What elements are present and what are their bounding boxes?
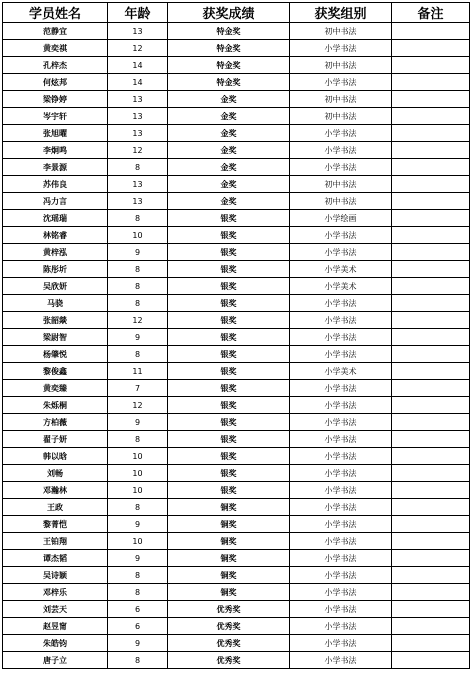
cell-group: 小学美术	[290, 363, 392, 380]
cell-award: 银奖	[168, 329, 290, 346]
cell-name: 黄奕臻	[3, 380, 108, 397]
table-row	[3, 108, 470, 125]
table-row	[3, 414, 470, 431]
cell-award: 银奖	[168, 363, 290, 380]
cell-age: 13	[108, 125, 168, 142]
cell-age: 8	[108, 431, 168, 448]
cell-award: 铜奖	[168, 533, 290, 550]
cell-age: 11	[108, 363, 168, 380]
cell-age: 10	[108, 482, 168, 499]
table-row	[3, 74, 470, 91]
table-row	[3, 159, 470, 176]
cell-note	[392, 533, 470, 550]
cell-note	[392, 482, 470, 499]
cell-group: 小学书法	[290, 142, 392, 159]
cell-age: 8	[108, 584, 168, 601]
cell-award: 银奖	[168, 431, 290, 448]
cell-note	[392, 567, 470, 584]
cell-award: 金奖	[168, 108, 290, 125]
cell-age: 9	[108, 516, 168, 533]
cell-note	[392, 397, 470, 414]
cell-group: 小学书法	[290, 567, 392, 584]
table-row	[3, 312, 470, 329]
table-row	[3, 567, 470, 584]
header-name: 学员姓名	[3, 3, 108, 23]
cell-age: 8	[108, 159, 168, 176]
cell-group: 小学书法	[290, 227, 392, 244]
cell-note	[392, 312, 470, 329]
cell-award: 银奖	[168, 346, 290, 363]
cell-note	[392, 295, 470, 312]
cell-age: 10	[108, 465, 168, 482]
cell-award: 银奖	[168, 312, 290, 329]
cell-name: 邓梓乐	[3, 584, 108, 601]
cell-note	[392, 91, 470, 108]
cell-group: 小学书法	[290, 125, 392, 142]
header-award: 获奖成绩	[168, 3, 290, 23]
cell-name: 谭杰韬	[3, 550, 108, 567]
cell-award: 银奖	[168, 261, 290, 278]
cell-name: 黎俊鑫	[3, 363, 108, 380]
cell-award: 银奖	[168, 380, 290, 397]
cell-note	[392, 261, 470, 278]
cell-note	[392, 363, 470, 380]
cell-age: 13	[108, 23, 168, 40]
cell-age: 6	[108, 618, 168, 635]
cell-note	[392, 635, 470, 652]
table-row	[3, 652, 470, 669]
cell-name: 方柏薇	[3, 414, 108, 431]
cell-group: 小学美术	[290, 278, 392, 295]
cell-group: 初中书法	[290, 91, 392, 108]
table-row	[3, 380, 470, 397]
cell-award: 银奖	[168, 482, 290, 499]
cell-award: 优秀奖	[168, 652, 290, 669]
cell-name: 范静宜	[3, 23, 108, 40]
table-row	[3, 448, 470, 465]
cell-group: 小学书法	[290, 516, 392, 533]
header-age: 年龄	[108, 3, 168, 23]
cell-age: 9	[108, 550, 168, 567]
table-row	[3, 329, 470, 346]
table-row	[3, 363, 470, 380]
cell-award: 银奖	[168, 210, 290, 227]
cell-group: 小学书法	[290, 550, 392, 567]
cell-award: 铜奖	[168, 584, 290, 601]
cell-age: 13	[108, 193, 168, 210]
cell-name: 韩以晗	[3, 448, 108, 465]
cell-name: 林铭睿	[3, 227, 108, 244]
cell-group: 小学书法	[290, 329, 392, 346]
cell-age: 9	[108, 244, 168, 261]
cell-award: 特金奖	[168, 74, 290, 91]
cell-name: 岑宇轩	[3, 108, 108, 125]
table-row	[3, 550, 470, 567]
cell-award: 银奖	[168, 465, 290, 482]
cell-note	[392, 465, 470, 482]
table-row	[3, 601, 470, 618]
cell-age: 12	[108, 397, 168, 414]
cell-award: 银奖	[168, 295, 290, 312]
table-row	[3, 635, 470, 652]
cell-award: 铜奖	[168, 499, 290, 516]
table-body	[3, 23, 470, 669]
cell-note	[392, 108, 470, 125]
cell-age: 9	[108, 635, 168, 652]
cell-name: 马骁	[3, 295, 108, 312]
cell-note	[392, 414, 470, 431]
cell-note	[392, 227, 470, 244]
cell-group: 小学书法	[290, 482, 392, 499]
cell-group: 小学书法	[290, 159, 392, 176]
table-row	[3, 431, 470, 448]
header-group: 获奖组别	[290, 3, 392, 23]
cell-name: 张韶燚	[3, 312, 108, 329]
cell-name: 黎菁恺	[3, 516, 108, 533]
cell-group: 小学书法	[290, 431, 392, 448]
cell-note	[392, 380, 470, 397]
cell-note	[392, 159, 470, 176]
cell-age: 12	[108, 40, 168, 57]
cell-name: 冯力言	[3, 193, 108, 210]
cell-age: 8	[108, 346, 168, 363]
table-row	[3, 57, 470, 74]
table-row	[3, 533, 470, 550]
cell-age: 13	[108, 108, 168, 125]
cell-group: 小学书法	[290, 380, 392, 397]
cell-name: 吴欣妍	[3, 278, 108, 295]
cell-name: 何炫邦	[3, 74, 108, 91]
cell-age: 6	[108, 601, 168, 618]
cell-note	[392, 142, 470, 159]
cell-award: 银奖	[168, 397, 290, 414]
cell-group: 小学书法	[290, 584, 392, 601]
table-row	[3, 584, 470, 601]
cell-award: 特金奖	[168, 23, 290, 40]
cell-note	[392, 601, 470, 618]
cell-group: 小学书法	[290, 601, 392, 618]
cell-note	[392, 516, 470, 533]
cell-note	[392, 40, 470, 57]
cell-group: 小学书法	[290, 533, 392, 550]
table-row	[3, 125, 470, 142]
cell-age: 8	[108, 652, 168, 669]
cell-age: 8	[108, 210, 168, 227]
awards-table	[2, 2, 470, 669]
cell-group: 小学书法	[290, 346, 392, 363]
cell-award: 金奖	[168, 176, 290, 193]
cell-group: 小学书法	[290, 295, 392, 312]
table-row	[3, 346, 470, 363]
cell-name: 赵昱甯	[3, 618, 108, 635]
cell-name: 唐子立	[3, 652, 108, 669]
cell-note	[392, 431, 470, 448]
cell-note	[392, 210, 470, 227]
cell-age: 12	[108, 142, 168, 159]
cell-age: 7	[108, 380, 168, 397]
cell-note	[392, 346, 470, 363]
cell-award: 金奖	[168, 159, 290, 176]
cell-age: 9	[108, 329, 168, 346]
cell-award: 优秀奖	[168, 601, 290, 618]
cell-award: 银奖	[168, 278, 290, 295]
cell-award: 金奖	[168, 142, 290, 159]
cell-age: 14	[108, 74, 168, 91]
cell-award: 特金奖	[168, 57, 290, 74]
cell-group: 小学书法	[290, 448, 392, 465]
cell-award: 优秀奖	[168, 618, 290, 635]
cell-group: 初中书法	[290, 23, 392, 40]
table-row	[3, 618, 470, 635]
cell-award: 铜奖	[168, 550, 290, 567]
cell-name: 杨肇悦	[3, 346, 108, 363]
table-row	[3, 142, 470, 159]
cell-group: 小学美术	[290, 261, 392, 278]
cell-name: 刘芸天	[3, 601, 108, 618]
table-row	[3, 465, 470, 482]
table-row	[3, 516, 470, 533]
table-row	[3, 278, 470, 295]
cell-group: 初中书法	[290, 193, 392, 210]
cell-note	[392, 176, 470, 193]
cell-name: 陈彤圻	[3, 261, 108, 278]
cell-group: 小学书法	[290, 652, 392, 669]
cell-age: 8	[108, 499, 168, 516]
cell-note	[392, 584, 470, 601]
cell-name: 黄梓泓	[3, 244, 108, 261]
cell-name: 梁尉智	[3, 329, 108, 346]
cell-award: 金奖	[168, 125, 290, 142]
cell-name: 沈瑶瑞	[3, 210, 108, 227]
cell-age: 10	[108, 533, 168, 550]
cell-name: 王铂翔	[3, 533, 108, 550]
cell-award: 优秀奖	[168, 635, 290, 652]
cell-name: 翟子妍	[3, 431, 108, 448]
cell-age: 9	[108, 414, 168, 431]
cell-note	[392, 448, 470, 465]
header-note: 备注	[392, 3, 470, 23]
cell-group: 小学书法	[290, 414, 392, 431]
cell-name: 李炯鸣	[3, 142, 108, 159]
cell-award: 银奖	[168, 448, 290, 465]
cell-name: 刘畅	[3, 465, 108, 482]
cell-group: 小学书法	[290, 618, 392, 635]
cell-note	[392, 618, 470, 635]
table-row	[3, 397, 470, 414]
cell-name: 孔梓杰	[3, 57, 108, 74]
cell-age: 12	[108, 312, 168, 329]
cell-note	[392, 23, 470, 40]
cell-note	[392, 499, 470, 516]
cell-note	[392, 57, 470, 74]
cell-note	[392, 550, 470, 567]
table-row	[3, 91, 470, 108]
cell-note	[392, 125, 470, 142]
cell-age: 14	[108, 57, 168, 74]
cell-name: 邓瀚林	[3, 482, 108, 499]
cell-note	[392, 652, 470, 669]
table-row	[3, 210, 470, 227]
cell-group: 小学书法	[290, 244, 392, 261]
cell-group: 小学书法	[290, 74, 392, 91]
cell-group: 初中书法	[290, 108, 392, 125]
cell-name: 黄奕祺	[3, 40, 108, 57]
table-row	[3, 244, 470, 261]
cell-group: 小学书法	[290, 635, 392, 652]
cell-note	[392, 278, 470, 295]
cell-note	[392, 244, 470, 261]
cell-group: 初中书法	[290, 176, 392, 193]
table-row	[3, 295, 470, 312]
cell-age: 10	[108, 227, 168, 244]
cell-group: 小学书法	[290, 499, 392, 516]
cell-name: 朱烁桐	[3, 397, 108, 414]
cell-award: 铜奖	[168, 516, 290, 533]
cell-age: 13	[108, 176, 168, 193]
cell-name: 梁铮婷	[3, 91, 108, 108]
cell-award: 银奖	[168, 227, 290, 244]
cell-group: 小学书法	[290, 397, 392, 414]
table-row	[3, 482, 470, 499]
cell-note	[392, 329, 470, 346]
cell-age: 8	[108, 567, 168, 584]
cell-award: 金奖	[168, 193, 290, 210]
cell-award: 铜奖	[168, 567, 290, 584]
cell-group: 小学绘画	[290, 210, 392, 227]
table-row	[3, 193, 470, 210]
cell-award: 金奖	[168, 91, 290, 108]
cell-name: 王政	[3, 499, 108, 516]
cell-group: 初中书法	[290, 57, 392, 74]
cell-name: 吴诗颖	[3, 567, 108, 584]
table-row	[3, 176, 470, 193]
cell-name: 朱皓钧	[3, 635, 108, 652]
cell-award: 银奖	[168, 414, 290, 431]
cell-group: 小学书法	[290, 40, 392, 57]
cell-note	[392, 74, 470, 91]
table-row	[3, 261, 470, 278]
cell-award: 银奖	[168, 244, 290, 261]
table-row	[3, 499, 470, 516]
cell-age: 8	[108, 278, 168, 295]
cell-age: 10	[108, 448, 168, 465]
header-row	[3, 3, 470, 23]
cell-group: 小学书法	[290, 465, 392, 482]
cell-name: 李景源	[3, 159, 108, 176]
cell-group: 小学书法	[290, 312, 392, 329]
cell-award: 特金奖	[168, 40, 290, 57]
cell-age: 8	[108, 295, 168, 312]
table-row	[3, 40, 470, 57]
cell-name: 张旭曜	[3, 125, 108, 142]
table-row	[3, 23, 470, 40]
cell-age: 8	[108, 261, 168, 278]
table-row	[3, 227, 470, 244]
cell-note	[392, 193, 470, 210]
cell-age: 13	[108, 91, 168, 108]
cell-name: 苏伟良	[3, 176, 108, 193]
